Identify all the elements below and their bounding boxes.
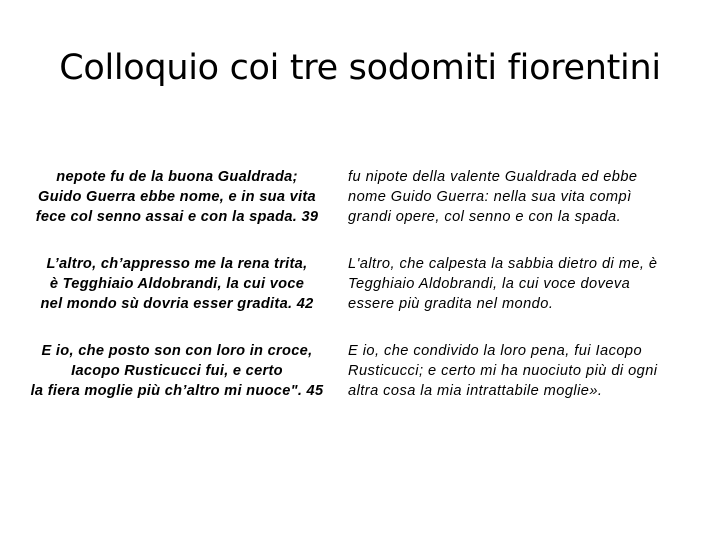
original-line: la fiera moglie più ch’altro mi nuoce". 45 — [30, 383, 324, 399]
paraphrase-stanza-1 — [348, 167, 698, 227]
paraphrase-line: fu nipote della valente Gualdrada ed ebbe — [348, 169, 638, 185]
paraphrase-line: E io, che condivido la loro pena, fui Iacopo — [348, 343, 643, 359]
original-line: nel mondo sù dovria esser gradita. 42 — [40, 296, 314, 312]
original-stanza-45 — [12, 341, 342, 401]
original-line: L’altro, ch’appresso me la rena trita, — [46, 256, 308, 272]
original-line: è Tegghiaio Aldobrandi, la cui voce — [49, 276, 305, 292]
slide-title: Colloquio coi tre sodomiti fiorentini — [59, 48, 661, 88]
paraphrase-line: nome Guido Guerra: nella sua vita compì — [348, 189, 632, 205]
original-line: fece col senno assai e con la spada. 39 — [35, 209, 319, 225]
original-line: Iacopo Rusticucci fui, e certo — [71, 363, 283, 379]
original-stanza-42 — [12, 254, 342, 314]
paraphrase-line: Rusticucci; e certo mi ha nuociuto più di ogni — [348, 363, 658, 379]
paraphrase-line: Tegghiaio Aldobrandi, la cui voce doveva — [348, 276, 631, 292]
paraphrase-line: L'altro, che calpesta la sabbia dietro di me, è — [348, 256, 658, 272]
paraphrase-stanza-2 — [348, 254, 698, 314]
original-line: nepote fu de la buona Gualdrada; — [56, 169, 298, 185]
paraphrase-stanza-3 — [348, 341, 698, 401]
original-stanza-39 — [12, 167, 342, 227]
original-line: Guido Guerra ebbe nome, e in sua vita — [38, 189, 316, 205]
paraphrase-line: grandi opere, col senno e con la spada. — [348, 209, 622, 225]
paraphrase-line: altra cosa la mia intrattabile moglie». — [348, 383, 603, 399]
original-line: E io, che posto son con loro in croce, — [41, 343, 313, 359]
paraphrase-line: essere più gradita nel mondo. — [348, 296, 554, 312]
